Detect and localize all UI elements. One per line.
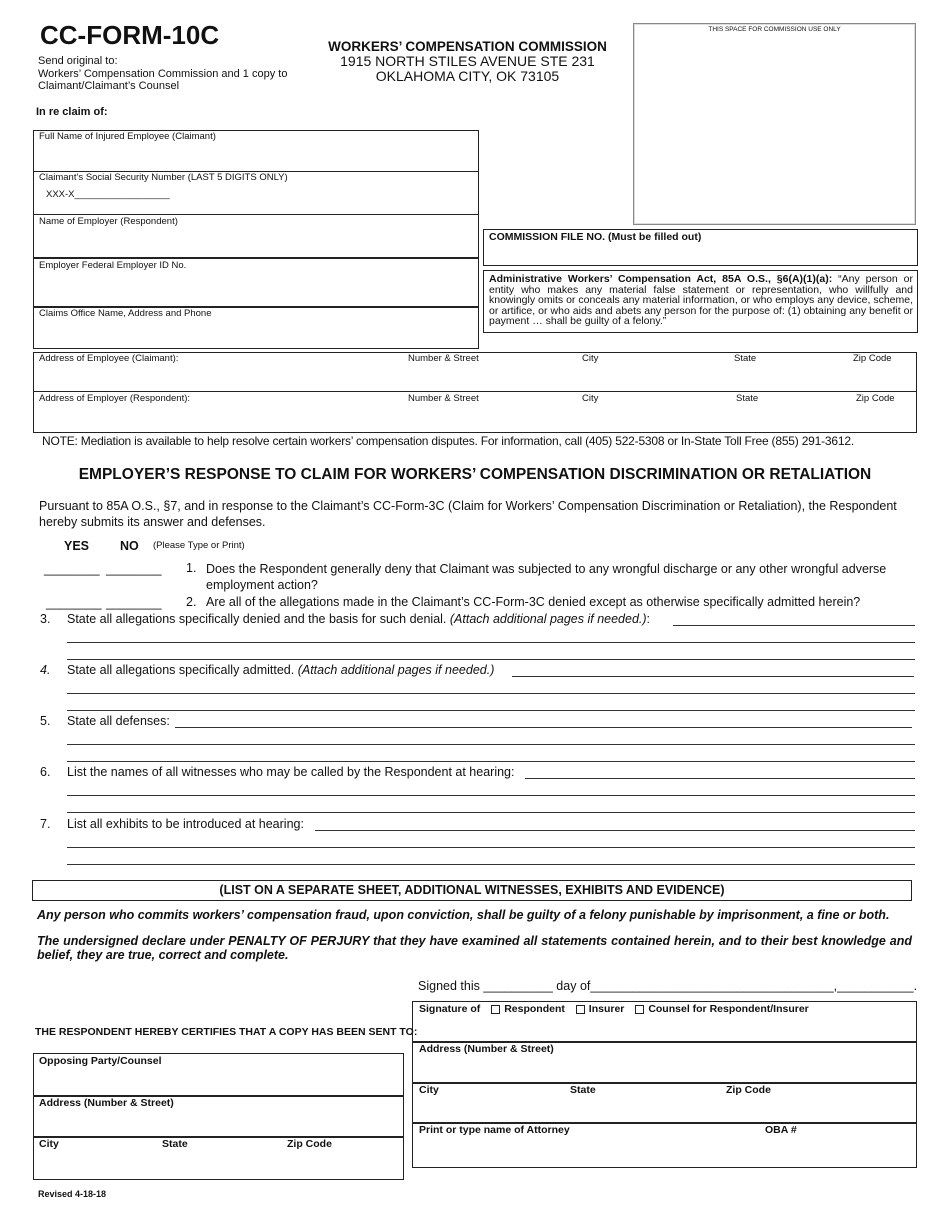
signer-address-label: Address (Number & Street) <box>419 1043 554 1055</box>
claims-office-field[interactable] <box>33 306 479 349</box>
agency-address-line2: OKLAHOMA CITY, OK 73105 <box>375 68 560 84</box>
item4-answer-line2[interactable] <box>67 693 915 694</box>
q2-yes-blank[interactable]: ________ <box>46 596 102 610</box>
send-original-line3: Claimant/Claimant’s Counsel <box>38 80 180 92</box>
insurer-checkbox[interactable] <box>576 1005 585 1014</box>
revised-date: Revised 4-18-18 <box>38 1189 107 1199</box>
item7-prompt: List all exhibits to be introduced at hearing: <box>67 817 304 831</box>
commission-use-label: THIS SPACE FOR COMMISSION USE ONLY <box>708 26 841 33</box>
act-notice <box>489 274 913 327</box>
opposing-address-field[interactable] <box>33 1095 404 1138</box>
item6-number: 6. <box>40 765 51 779</box>
item6-answer-line2[interactable] <box>67 795 915 796</box>
address-divider <box>33 391 917 392</box>
claimant-name-label: Full Name of Injured Employee (Claimant) <box>39 131 216 142</box>
form-id: CC-FORM-10C <box>40 20 220 50</box>
attorney-name-field[interactable] <box>412 1122 917 1168</box>
employee-state[interactable]: State <box>734 353 757 364</box>
opposing-city-state-zip-field[interactable] <box>33 1136 404 1180</box>
item4-number: 4. <box>40 663 51 677</box>
claims-office-label: Claims Office Name, Address and Phone <box>39 308 212 319</box>
signature-field[interactable] <box>412 1001 917 1043</box>
employer-city[interactable]: City <box>582 393 599 404</box>
send-original-instructions <box>38 55 287 93</box>
q1-text <box>206 561 916 593</box>
employer-zip[interactable]: Zip Code <box>856 393 895 404</box>
mediation-note: NOTE: Mediation is available to help resolve certain workers’ compensation disputes. For information, call (405) 522-5308 or In-State Toll Free (855) 291-3612. <box>42 434 854 448</box>
agency-name: WORKERS’ COMPENSATION COMMISSION <box>328 39 607 54</box>
employer-name-field[interactable] <box>33 214 479 259</box>
yes-header: YES <box>64 539 90 553</box>
act-notice-box <box>483 270 918 333</box>
act-text: “Any person or entity who makes any material false statement or representation, who willfully and knowingly omits or conceals any material information, or who employs any device, scheme, or artifice, or who aids and abets any person for the purpose of: (1) obtaining any benefit or payment … shall be guilty of a felony.” <box>489 273 913 328</box>
q1-no-blank[interactable]: ________ <box>106 562 162 576</box>
no-header: NO <box>120 539 139 553</box>
employee-city[interactable]: City <box>582 353 599 364</box>
item3-italic: (Attach additional pages if needed.) <box>446 612 647 626</box>
item6-answer-line3[interactable] <box>67 812 915 813</box>
q1-line2: employment action? <box>206 578 318 592</box>
employer-name-label: Name of Employer (Respondent) <box>39 216 178 227</box>
employee-zip[interactable]: Zip Code <box>853 353 892 364</box>
item4-prompt <box>67 663 494 677</box>
commission-use-box <box>633 23 916 225</box>
q1-yes-blank[interactable]: ________ <box>44 562 100 576</box>
item3-answer-line2[interactable] <box>67 642 915 643</box>
respondent-checkbox[interactable] <box>491 1005 500 1014</box>
counsel-checkbox[interactable] <box>635 1005 644 1014</box>
item7-answer-line2[interactable] <box>67 847 915 848</box>
certify-statement: THE RESPONDENT HEREBY CERTIFIES THAT A COPY HAS BEEN SENT TO: <box>35 1026 418 1038</box>
q2-text: Are all of the allegations made in the Claimant’s CC-Form-3C denied except as otherwise specifically admitted herein? <box>206 595 861 609</box>
opposing-address-label: Address (Number & Street) <box>39 1097 174 1109</box>
signature-label: Signature of <box>419 1003 481 1015</box>
item7-answer-line3[interactable] <box>67 864 915 865</box>
claimant-ssn-prefix: XXX-X__________________ <box>46 189 170 200</box>
employer-fein-label: Employer Federal Employer ID No. <box>39 260 187 271</box>
opposing-party-label: Opposing Party/Counsel <box>39 1055 162 1067</box>
type-print-note: (Please Type or Print) <box>153 540 245 551</box>
respondent-option: Respondent <box>504 1003 565 1015</box>
item5-number: 5. <box>40 714 51 728</box>
signer-city-state-zip-field[interactable] <box>412 1082 917 1124</box>
signer-address-field[interactable] <box>412 1041 917 1084</box>
item4-answer-line1[interactable] <box>512 676 914 677</box>
signed-date-line[interactable]: Signed this __________ day of___________________________________,___________. <box>418 979 918 993</box>
signature-options <box>419 1003 809 1015</box>
attorney-name-label: Print or type name of Attorney <box>419 1124 570 1136</box>
agency-header <box>300 39 635 84</box>
separate-sheet-text: (LIST ON A SEPARATE SHEET, ADDITIONAL WITNESSES, EXHIBITS AND EVIDENCE) <box>219 883 725 897</box>
employee-number-street[interactable]: Number & Street <box>408 353 479 364</box>
opposing-party-field[interactable] <box>33 1053 404 1097</box>
item5-prompt: State all defenses: <box>67 714 170 728</box>
item5-answer-line1[interactable] <box>175 727 912 728</box>
oba-label: OBA # <box>765 1124 797 1136</box>
signer-city-label: City <box>419 1084 439 1096</box>
perjury-statement: The undersigned declare under PENALTY OF PERJURY that they have examined all statements contained herein, and to their best knowledge and belief, they are true, correct and complete. <box>37 934 912 962</box>
employer-number-street[interactable]: Number & Street <box>408 393 479 404</box>
item3-answer-line1[interactable] <box>673 625 915 626</box>
item4-answer-line3[interactable] <box>67 710 915 711</box>
claimant-ssn-field[interactable] <box>33 171 479 215</box>
fraud-warning: Any person who commits workers’ compensation fraud, upon conviction, shall be guilty of a felony punishable by imprisonment, a fine or both. <box>37 908 890 922</box>
signer-state-label: State <box>570 1084 596 1096</box>
intro-paragraph: Pursuant to 85A O.S., §7, and in response to the Claimant’s CC-Form-3C (Claim for Workers’ Compensation Discrimination or Retaliation), the Respondent hereby submits its answer and defenses. <box>39 499 897 529</box>
main-title: EMPLOYER’S RESPONSE TO CLAIM FOR WORKERS’ COMPENSATION DISCRIMINATION OR RETALIATION <box>78 466 872 483</box>
send-original-line1: Send original to: <box>38 55 118 67</box>
opposing-city-label: City <box>39 1138 59 1150</box>
employer-address-label: Address of Employer (Respondent): <box>39 393 191 404</box>
item3-tail: : <box>646 612 651 626</box>
employer-state[interactable]: State <box>736 393 759 404</box>
item3-answer-line3[interactable] <box>67 659 915 660</box>
opposing-zip-label: Zip Code <box>287 1138 332 1150</box>
employee-address-label: Address of Employee (Claimant): <box>39 353 179 364</box>
claimant-ssn-label: Claimant’s Social Security Number (LAST 5 DIGITS ONLY) <box>39 172 288 183</box>
item6-prompt: List the names of all witnesses who may be called by the Respondent at hearing: <box>67 765 515 779</box>
q2-no-blank[interactable]: ________ <box>106 596 162 610</box>
q1-line1: Does the Respondent generally deny that Claimant was subjected to any wrongful discharge or any other wrongful adverse <box>206 562 887 576</box>
signer-zip-label: Zip Code <box>726 1084 771 1096</box>
item4-text: State all allegations specifically admitted. <box>67 663 295 677</box>
q1-number: 1. <box>186 561 197 575</box>
opposing-state-label: State <box>162 1138 188 1150</box>
item6-answer-line1[interactable] <box>525 778 915 779</box>
item3-number: 3. <box>40 612 51 626</box>
counsel-option: Counsel for Respondent/Insurer <box>648 1003 809 1015</box>
claimant-name-field[interactable] <box>33 130 479 172</box>
item4-italic: (Attach additional pages if needed.) <box>294 663 495 677</box>
q2-number: 2. <box>186 595 197 609</box>
insurer-option: Insurer <box>588 1003 625 1015</box>
employer-fein-field[interactable] <box>33 257 479 308</box>
item5-answer-line3[interactable] <box>67 761 915 762</box>
separate-sheet-banner <box>32 880 912 901</box>
item3-prompt <box>67 612 650 626</box>
commission-file-no-field[interactable] <box>483 229 918 266</box>
agency-address-line1: 1915 NORTH STILES AVENUE STE 231 <box>340 53 595 69</box>
item7-answer-line1[interactable] <box>315 830 915 831</box>
act-title: Administrative Workers’ Compensation Act, 85A O.S., §6(A)(1)(a): <box>489 273 833 285</box>
send-original-line2: Workers’ Compensation Commission and 1 copy to <box>38 67 288 80</box>
item7-number: 7. <box>40 817 51 831</box>
item3-text: State all allegations specifically denied and the basis for such denial. <box>67 612 447 626</box>
item5-answer-line2[interactable] <box>67 744 915 745</box>
commission-file-no-label: COMMISSION FILE NO. (Must be filled out) <box>489 231 702 243</box>
in-re-claim-label: In re claim of: <box>36 106 108 118</box>
